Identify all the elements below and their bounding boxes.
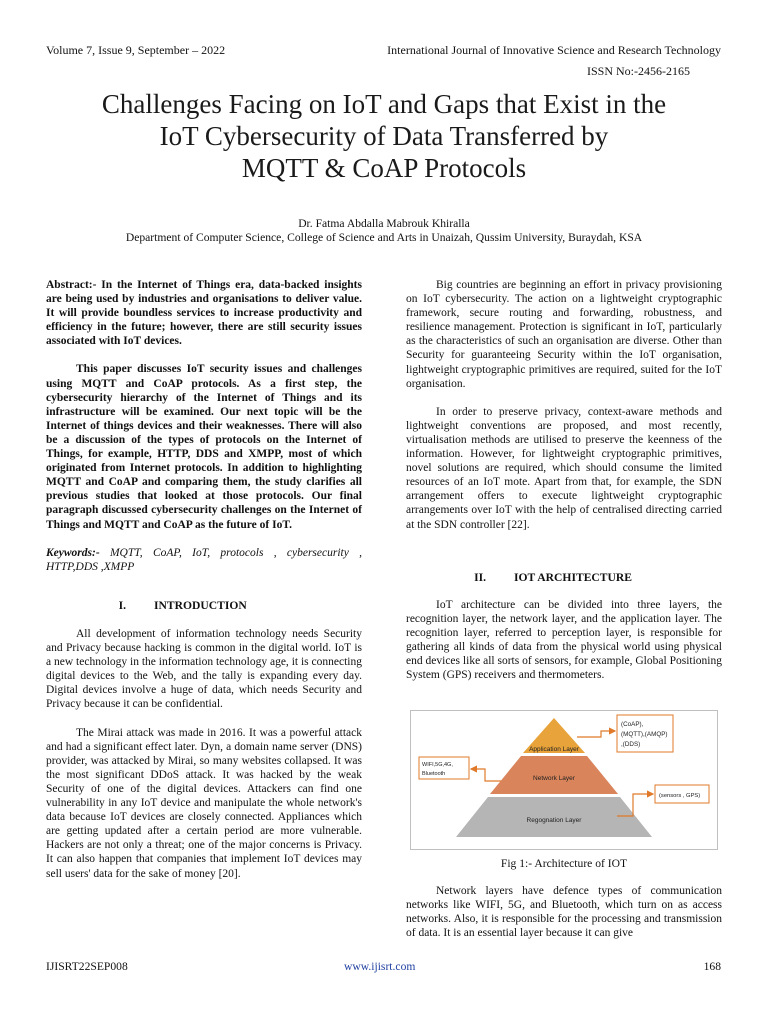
keywords	[46, 546, 362, 574]
section-number: II.	[474, 571, 486, 584]
left-column	[46, 278, 362, 574]
introduction-body	[46, 627, 362, 881]
footer-code: IJISRT22SEP008	[46, 960, 128, 973]
author-name: Dr. Fatma Abdalla Mabrouk Khiralla	[298, 217, 470, 230]
layer-label-application: Application Layer	[529, 746, 579, 753]
section-heading-iot-architecture	[406, 571, 722, 585]
body-paragraph: The Mirai attack was made in 2016. It was a powerful attack and had a significant effect later. Dyn, a domain name server (DNS) provider, was attacked by Mirai, so many websites collapsed. It was the most significant DDoS attack. It was hacked by the weak Security of one of the digital devices. Attackers can find one vulnerability in any IoT device and manipulate the whole network's data because IoT devices are closely connected. Appliances which are getting updated after a certain period are more vulnerable. Hackers are not only a threat; one of the major concerns is Privacy. It can also happen that companies that implement IoT devices may sell users' data for the sake of money [20].	[46, 726, 362, 880]
pyramid-diagram	[411, 711, 717, 849]
keywords-text: MQTT, CoAP, IoT, protocols , cybersecurity , HTTP,DDS ,XMPP	[46, 546, 362, 573]
header-issn: ISSN No:-2456-2165	[586, 64, 690, 78]
footer-page-number: 168	[703, 960, 721, 973]
network-line: Bluetooth	[422, 771, 446, 777]
network-line: WIFI,5G,4G,	[422, 762, 453, 768]
right-column	[406, 278, 722, 532]
sensors-label: (sensors , GPS)	[659, 793, 701, 799]
paper-title	[30, 88, 738, 184]
author-affiliation: Department of Computer Science, College of Science and Arts in Unaizah, Qussim University, Buraydah, KSA	[125, 231, 643, 244]
arrow-network	[471, 769, 501, 781]
abstract-paragraph: This paper discusses IoT security issues and challenges using MQTT and CoAP protocols. As a first step, the cybersecurity hierarchy of the Internet of Things and its infrastructure will be examined. Our next topic will be the Internet of things devices and their weaknesses. There will also be a discussion of the types of protocols on the Internet of Things, for example, HTTP, DDS and XMPP, most of which originated from Internet protocols. In addition to highlighting MQTT and CoAP and comparing them, the study clarifies all previous studies that looked at those protocols. Our final paragraph discussed cybersecurity challenges on the Internet of Things and MQTT and CoAP as the future of IoT.	[46, 363, 362, 531]
body-paragraph: In order to preserve privacy, context-aware methods and lightweight conventions are proposed, and most recently, virtualisation methods are utilised to preserve the keenness of the information. However, for lightweight cryptographic primitives, novel solutions are required, which should consume the limited resources of an IoT mote. Apart from that, for example, the SDN arrangement offers to execute lightweight cryptographic arrangements over IoT with the help of centralised directing carried at the SDN controller [22].	[406, 405, 722, 531]
title-line: Challenges Facing on IoT and Gaps that Exist in the	[101, 89, 667, 119]
title-line: IoT Cybersecurity of Data Transferred by	[159, 121, 609, 151]
protocols-line: ,(DDS)	[621, 741, 641, 748]
body-paragraph: All development of information technology needs Security and Privacy because hacking is common in the digital world. IoT is a new technology in the information technology age, it is connecting digital devices to the Web, and the tally is expanding every day. Digital devices involve a huge of data, which needs Security and Privacy because it can be confidential.	[46, 628, 362, 711]
figure-caption: Fig 1:- Architecture of IOT	[500, 857, 628, 870]
protocols-line: (CoAP),	[621, 721, 644, 728]
layer-label-network: Network Layer	[533, 775, 575, 782]
architecture-body	[406, 598, 722, 683]
header-volume: Volume 7, Issue 9, September – 2022	[46, 43, 226, 57]
body-paragraph: Network layers have defence types of communication networks like WIFI, 5G, and Bluetooth, which turn on as access networks. Also, it is responsible for the processing and transmission of data. It is an essential layer because it can give	[406, 885, 722, 940]
section-title: INTRODUCTION	[154, 599, 247, 612]
section-title: IOT ARCHITECTURE	[514, 571, 633, 584]
title-line: MQTT & CoAP Protocols	[241, 153, 527, 183]
section-heading-introduction	[46, 599, 362, 613]
abstract-paragraph: Abstract:- In the Internet of Things era, data-backed insights are being used by industries and organisations to deliver value. It will provide boundless services to increase productivity and efficiency in the future; however, there are still security issues associated with IoT devices.	[46, 279, 362, 348]
body-paragraph: IoT architecture can be divided into three layers, the recognition layer, the network layer, and the application layer. The recognition layer, referred to perception layer, is responsible for gathering all kinds of data from the physical world using physical end devices like all sorts of sensors, for example, Global Positioning System (GPS) receivers and thermometers.	[406, 599, 722, 682]
header-journal: International Journal of Innovative Science and Research Technology	[387, 43, 721, 57]
body-paragraph: Big countries are beginning an effort in privacy provisioning on IoT cybersecurity. The action on a lightweight cryptographic framework, secure routing and forwarding, robustness, and resilience management. Protection is significant in IoT, particularly as the characteristics of such an organisation are diverse. Other than Security for guaranteeing Security within the IoT organisation, lightweight cryptographic primitives are required, suited for the IoT organisation.	[406, 279, 722, 390]
arrow-application	[577, 731, 615, 737]
protocols-line: (MQTT),(AMQP)	[621, 731, 668, 738]
section-number: I.	[118, 599, 126, 612]
right-column-tail	[406, 884, 722, 940]
layer-label-recognition: Regognation Layer	[526, 817, 582, 824]
figure-iot-architecture	[410, 710, 718, 850]
keywords-label: Keywords:-	[46, 546, 100, 559]
footer-url[interactable]: www.ijisrt.com	[344, 960, 416, 973]
